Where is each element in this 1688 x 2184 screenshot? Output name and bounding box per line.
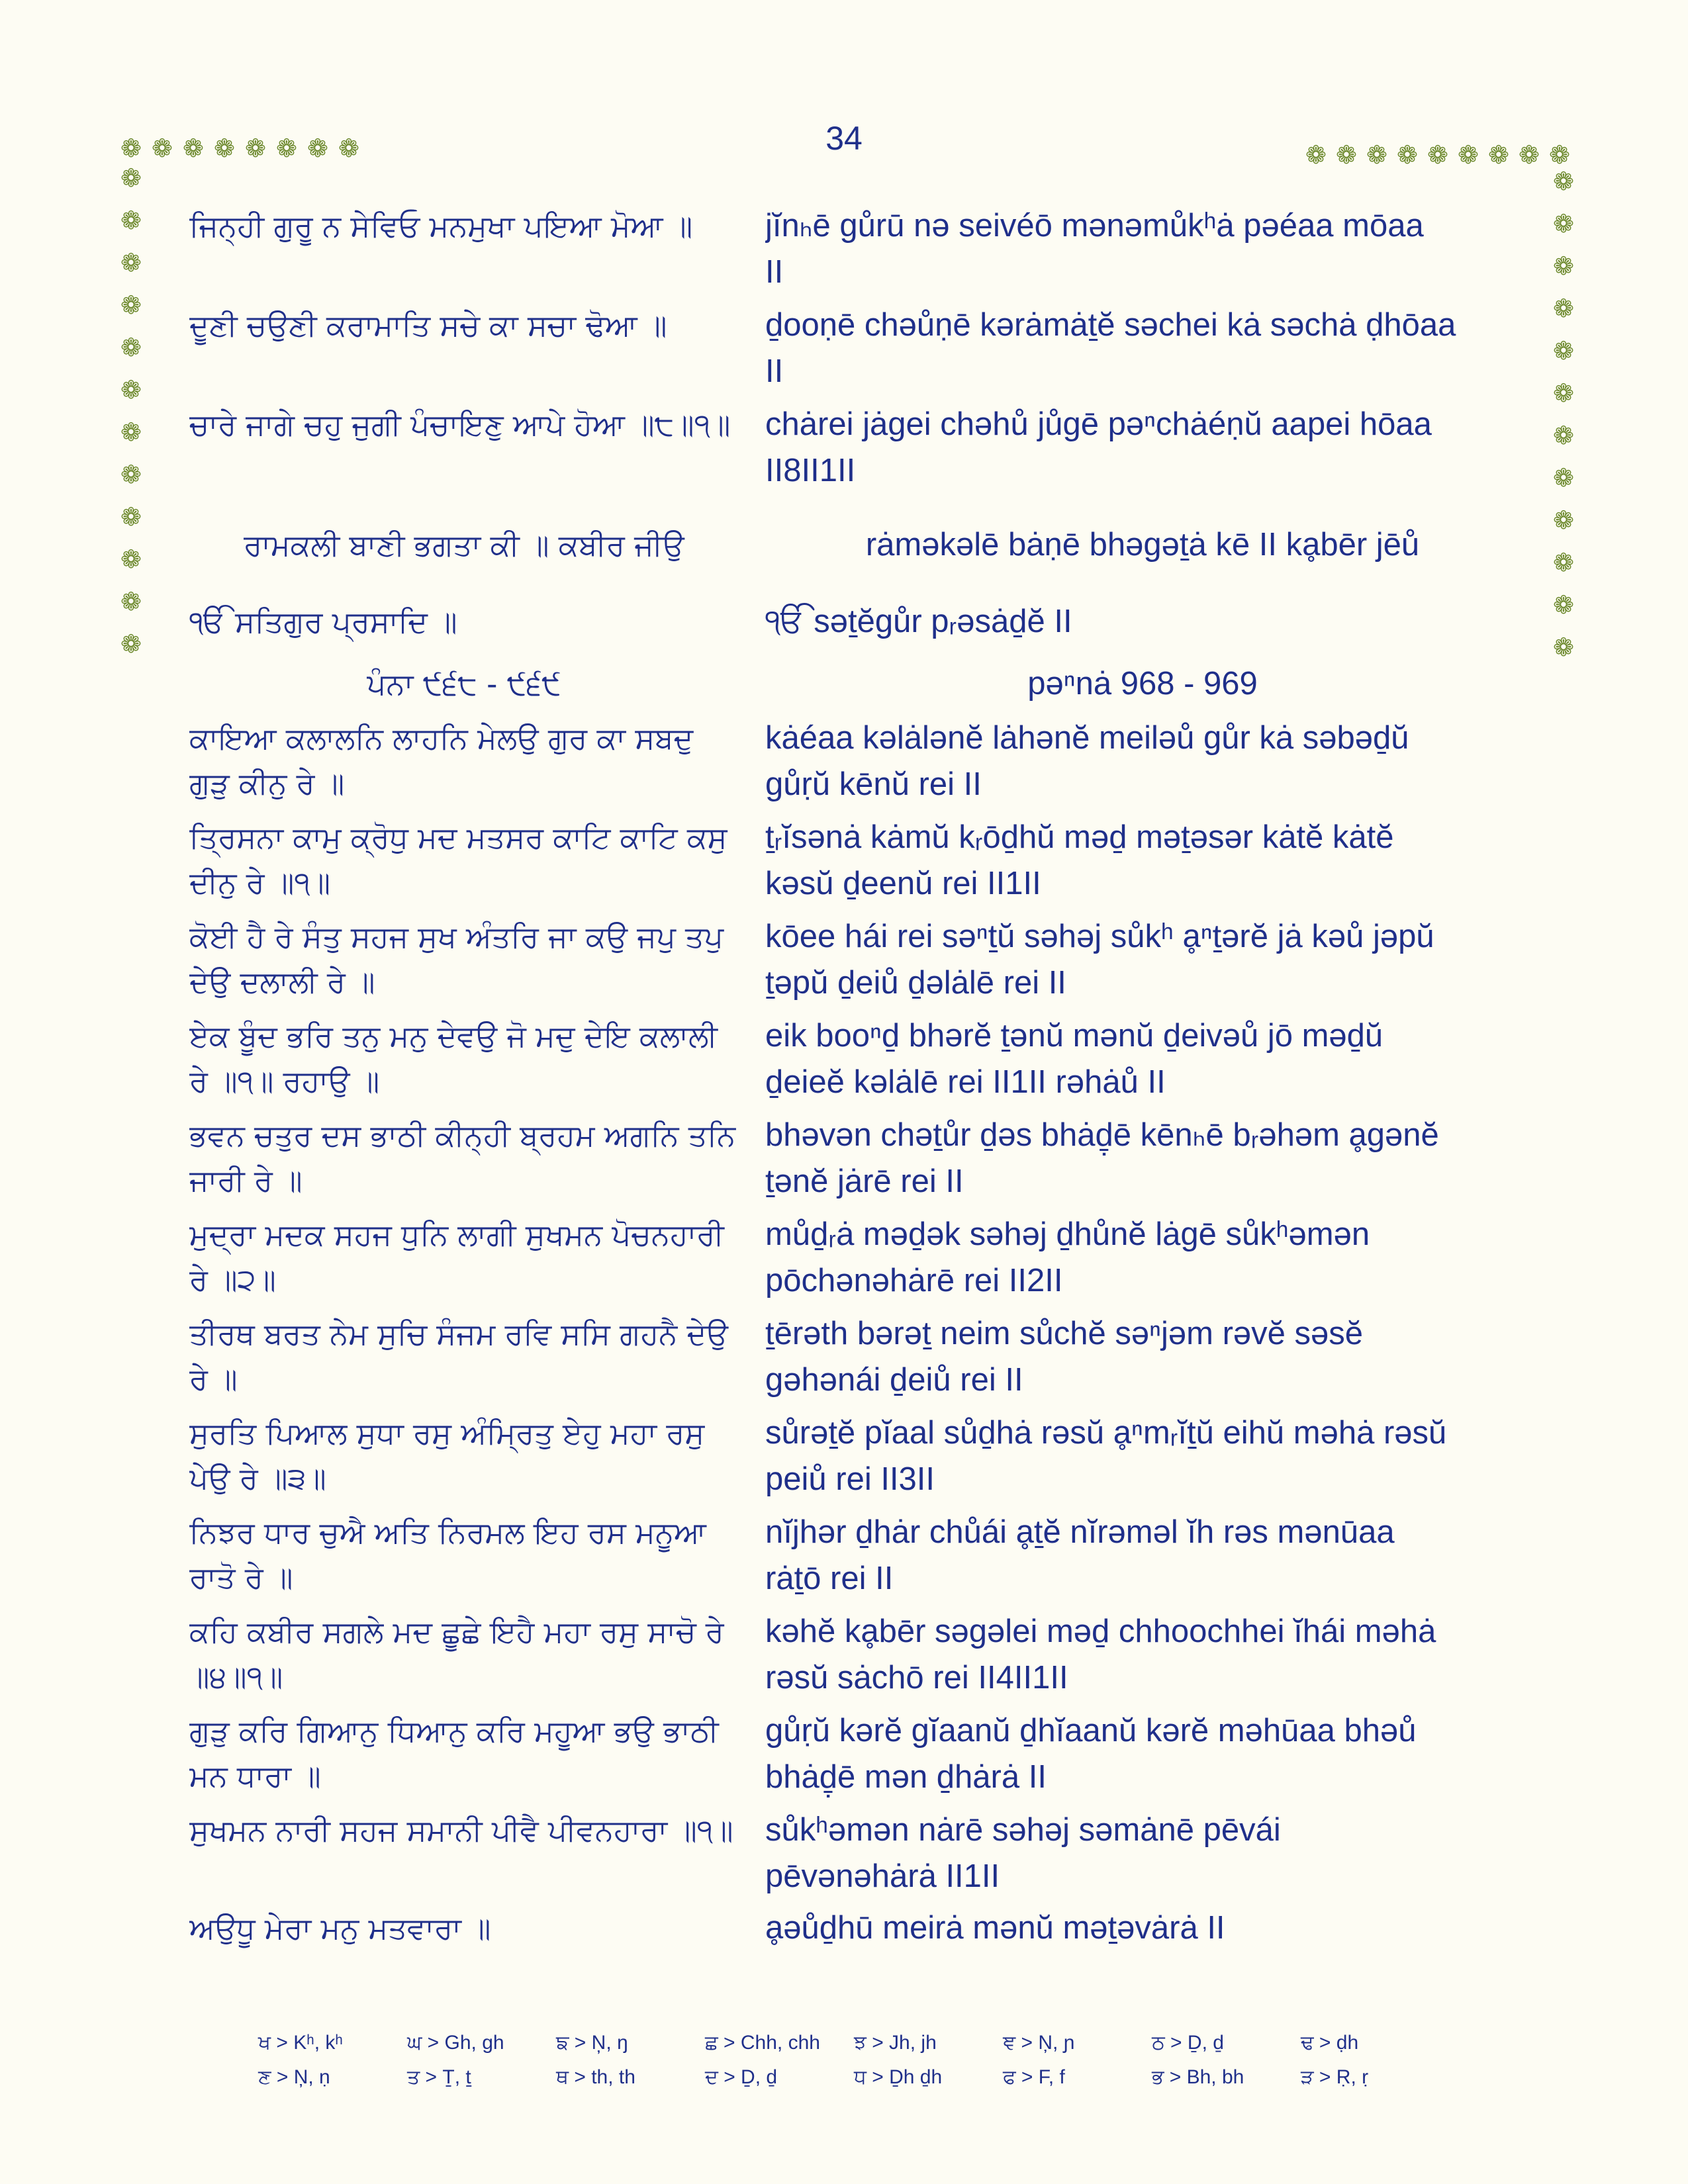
legend-entry: ਠ > Ḏ, ḏ	[1152, 2032, 1224, 2054]
transliteration-line: pəⁿnȧ 968 - 969	[1027, 666, 1258, 702]
gurmukhi-line: ਕਹਿ ਕਬੀਰ ਸਗਲੇ ਮਦ ਛੂਛੇ ਇਹੈ ਮਹਾ ਰਸੁ ਸਾਚੋ ਰੇ	[189, 1614, 724, 1649]
flower-ornament-icon: ❁	[1553, 463, 1574, 492]
legend-entry: ਤ > Ṯ, ṯ	[407, 2066, 471, 2088]
transliteration-line: gəhənái ḏeiů rei II	[765, 1362, 1023, 1398]
flower-ornament-icon: ❁	[1397, 140, 1418, 169]
gurmukhi-line: ਰੇ ॥	[189, 1361, 238, 1396]
legend-entry: ਖ > Kʰ, kʰ	[258, 2032, 343, 2054]
gurmukhi-line: ਤੀਰਥ ਬਰਤ ਨੇਮ ਸੁਚਿ ਸੰਜਮ ਰਵਿ ਸਸਿ ਗਹਨੈ ਦੇਉ	[189, 1316, 728, 1351]
transliteration-line: peiů rei II3II	[765, 1461, 935, 1497]
legend-entry: ਢ > ḍh	[1301, 2032, 1359, 2054]
transliteration-line: jĭnₕē gůrū nə seivéō mənəmůkʰȧ pəéaa mōaa	[765, 208, 1424, 244]
gurmukhi-line: ਦੇਉ ਦਲਾਲੀ ਰੇ ॥	[189, 964, 375, 999]
flower-ornament-icon: ❁	[120, 629, 142, 659]
page-number: 34	[825, 120, 863, 157]
flower-ornament-icon: ❁	[1553, 294, 1574, 323]
flower-ornament-icon: ❁	[120, 587, 142, 616]
flower-ornament-icon: ❁	[120, 502, 142, 531]
flower-ornament-icon: ❁	[1553, 336, 1574, 365]
transliteration-line: nĭjhər ḏhȧr chůái ḁṯĕ nĭrəməl ĭh rəs mənūaa	[765, 1514, 1395, 1550]
flower-ornament-icon: ❁	[120, 248, 142, 277]
gurmukhi-line: ਦੂਣੀ ਚਉਣੀ ਕਰਾਮਾਤਿ ਸਚੇ ਕਾ ਸਚਾ ਢੋਆ ॥	[189, 308, 667, 343]
flower-ornament-icon: ❁	[214, 134, 235, 163]
legend-entry: ਞ > Ņ, ɲ	[1003, 2032, 1075, 2054]
transliteration-line: ṯəpŭ ḏeiů ḏəlȧlē rei II	[765, 965, 1066, 1001]
legend-entry: ਝ > Jh, jh	[854, 2032, 937, 2054]
gurmukhi-line: ਪੰਨਾ ੯੬੮ - ੯੬੯	[367, 666, 561, 702]
gurmukhi-line: ਰਾਤੋ ਰੇ ॥	[189, 1560, 293, 1595]
gurmukhi-line: ਕਾਇਆ ਕਲਾਲਨਿ ਲਾਹਨਿ ਮੇਲਉ ਗੁਰ ਕਾ ਸਬਦੁ	[189, 721, 694, 756]
flower-ornament-icon: ❁	[1553, 590, 1574, 619]
legend-entry: ਣ > Ņ, ṇ	[258, 2066, 330, 2088]
transliteration-line: ṯᵣĭsənȧ kȧmŭ kᵣōḏhŭ məḏ məṯəsər kȧtĕ kȧtĕ	[765, 819, 1394, 855]
flower-ornament-icon: ❁	[276, 134, 297, 163]
transliteration-line: kəhĕ kḁbēr səgəlei məḏ chhoochhei ĭhái məhȧ	[765, 1614, 1436, 1649]
flower-ornament-icon: ❁	[338, 134, 359, 163]
flower-ornament-icon: ❁	[120, 163, 142, 193]
gurmukhi-line: ਅਉਧੂ ਮੇਰਾ ਮਨੁ ਮਤਵਾਰਾ ॥	[189, 1911, 491, 1946]
transliteration-legend	[258, 2032, 1450, 2101]
flower-ornament-icon: ❁	[1553, 548, 1574, 577]
gurmukhi-line: ੴ ਸਤਿਗੁਰ ਪ੍ਰਸਾਦਿ ॥	[189, 604, 457, 639]
gurmukhi-line: ਮਨ ਧਾਰਾ ॥	[189, 1758, 321, 1794]
flower-ornament-icon: ❁	[1519, 140, 1540, 169]
flower-ornament-icon: ❁	[120, 291, 142, 320]
transliteration-line: ੴ səṯĕgůr pᵣəsȧḏĕ II	[765, 604, 1072, 639]
transliteration-line: bhȧḏ̣ē mən ḏhȧrȧ II	[765, 1759, 1047, 1795]
gurmukhi-line: ਸੁਖਮਨ ਨਾਰੀ ਸਹਜ ਸਮਾਨੀ ਪੀਵੈ ਪੀਵਨਹਾਰਾ ॥੧॥	[189, 1813, 733, 1848]
gurmukhi-line: ਜਿਨ੍ਹੀ ਗੁਰੂ ਨ ਸੇਵਿਓ ਮਨਮੁਖਾ ਪਇਆ ਮੋਆ ॥	[189, 208, 693, 244]
legend-entry: ਭ > Bh, bh	[1152, 2066, 1244, 2088]
gurmukhi-line: ਗੁੜੁ ਕੀਨੁ ਰੇ ॥	[189, 766, 345, 801]
gurmukhi-line: ॥੪॥੧॥	[189, 1659, 283, 1694]
flower-ornament-icon: ❁	[152, 134, 173, 163]
gurmukhi-line: ਸੁਰਤਿ ਪਿਆਲ ਸੁਧਾ ਰਸੁ ਅੰਮ੍ਰਿਤੁ ਏਹੁ ਮਹਾ ਰਸੁ	[189, 1416, 705, 1451]
flower-ornament-icon: ❁	[1553, 421, 1574, 450]
gurmukhi-line: ਪੇਉ ਰੇ ॥੩॥	[189, 1461, 326, 1496]
transliteration-line: rȧməkəlē bȧṇē bhəgəṯȧ kē II kḁbēr jēů	[865, 527, 1420, 563]
transliteration-line: rəsŭ sȧchō rei II4II1II	[765, 1660, 1068, 1696]
flower-ornament-icon: ❁	[183, 134, 204, 163]
transliteration-line: chȧrei jȧgei chəhů jůgē pəⁿchȧéṇŭ aapei hōaa	[765, 406, 1432, 442]
transliteration-line: bhəvən chəṯůr ḏəs bhȧḏ̣ē kēnₕē bᵣəhəm ḁgənĕ	[765, 1117, 1439, 1153]
gurmukhi-line: ਰੇ ॥੧॥ ਰਹਾਉ ॥	[189, 1064, 380, 1099]
flower-ornament-icon: ❁	[120, 134, 142, 163]
transliteration-line: sůrəṯĕ pĭaal sůḏhȧ rəsŭ ḁⁿmᵣĭṯŭ eihŭ məhȧ rəsŭ	[765, 1415, 1447, 1451]
legend-entry: ਙ > N̦, ŋ	[556, 2032, 628, 2054]
flower-ornament-icon: ❁	[1553, 209, 1574, 238]
transliteration-line: ḁəůḏhū meirȧ mənŭ məṯəvȧrȧ II	[765, 1910, 1225, 1946]
transliteration-line: gůṛŭ kərĕ gĭaanŭ ḏhĭaanŭ kərĕ məhūaa bhəů	[765, 1713, 1417, 1749]
transliteration-line: kəsŭ ḏeenŭ rei II1II	[765, 866, 1041, 901]
gurmukhi-line: ਦੀਨੁ ਰੇ ॥੧॥	[189, 865, 331, 900]
flower-ornament-icon: ❁	[120, 545, 142, 574]
flower-ornament-icon: ❁	[120, 418, 142, 447]
flower-ornament-icon: ❁	[1305, 140, 1327, 169]
legend-entry: ਥ > th, th	[556, 2066, 635, 2088]
gurmukhi-line: ਭਵਨ ਚਤੁਰ ਦਸ ਭਾਠੀ ਕੀਨ੍ਹੀ ਬ੍ਰਹਮ ਅਗਨਿ ਤਨਿ	[189, 1118, 736, 1153]
legend-row	[258, 2032, 1450, 2066]
legend-entry: ਘ > Gh, gh	[407, 2032, 504, 2054]
flower-ornament-icon: ❁	[120, 206, 142, 235]
legend-entry: ਧ > Ḏh ḏh	[854, 2066, 943, 2088]
flower-ornament-icon: ❁	[1366, 140, 1387, 169]
flower-ornament-icon: ❁	[1488, 140, 1509, 169]
flower-ornament-icon: ❁	[307, 134, 328, 163]
flower-ornament-icon: ❁	[1427, 140, 1448, 169]
gurmukhi-line: ਰੇ ॥੨॥	[189, 1262, 276, 1297]
transliteration-line: ḏeieĕ kəlȧlē rei II1II rəhȧů II	[765, 1064, 1166, 1100]
flower-ornament-icon: ❁	[245, 134, 266, 163]
legend-entry: ੜ > Ṛ, ṛ	[1301, 2066, 1369, 2088]
gurmukhi-line: ਰਾਮਕਲੀ ਬਾਣੀ ਭਗਤਾ ਕੀ ॥ ਕਬੀਰ ਜੀਉ	[244, 527, 684, 563]
flower-ornament-icon: ❁	[1553, 633, 1574, 662]
flower-ornament-icon: ❁	[120, 460, 142, 489]
gurmukhi-line: ਮੁਦ੍ਰਾ ਮਦਕ ਸਹਜ ਧੁਨਿ ਲਾਗੀ ਸੁਖਮਨ ਪੋਚਨਹਾਰੀ	[189, 1217, 724, 1252]
transliteration-line: eik booⁿḏ bhərĕ ṯənŭ mənŭ ḏeivəů jō məḏŭ	[765, 1018, 1383, 1054]
flower-ornament-icon: ❁	[1549, 140, 1570, 169]
gurmukhi-line: ਤ੍ਰਿਸਨਾ ਕਾਮੁ ਕ੍ਰੋਧੁ ਮਦ ਮਤਸਰ ਕਾਟਿ ਕਾਟਿ ਕਸੁ	[189, 820, 727, 855]
flower-ornament-icon: ❁	[120, 333, 142, 362]
transliteration-line: pēvənəhȧrȧ II1II	[765, 1858, 1000, 1894]
flower-ornament-icon: ❁	[1553, 251, 1574, 281]
transliteration-line: rȧṯō rei II	[765, 1561, 894, 1596]
transliteration-line: II	[765, 353, 784, 389]
transliteration-line: sůkʰəmən nȧrē səhəj səmȧnē pēvái	[765, 1812, 1281, 1848]
transliteration-line: ḏooṇē chəůṇē kərȧmȧṯĕ səchei kȧ səchȧ ḍhōaa	[765, 307, 1456, 343]
gurmukhi-line: ਏਕ ਬੂੰਦ ਭਰਿ ਤਨੁ ਮਨੁ ਦੇਵਉ ਜੋ ਮਦੁ ਦੇਇ ਕਲਾਲੀ	[189, 1019, 718, 1054]
flower-ornament-icon: ❁	[1553, 379, 1574, 408]
transliteration-line: můḏᵣȧ məḏək səhəj ḏhůnĕ lȧgē sůkʰəmən	[765, 1216, 1370, 1252]
transliteration-line: kȧéaa kəlȧlənĕ lȧhənĕ meiləů gůr kȧ səbəḏŭ	[765, 720, 1409, 756]
gurmukhi-line: ਜਾਰੀ ਰੇ ॥	[189, 1163, 303, 1198]
gurmukhi-line: ਕੋਈ ਹੈ ਰੇ ਸੰਤੁ ਸਹਜ ਸੁਖ ਅੰਤਰਿ ਜਾ ਕਉ ਜਪੁ ਤਪੁ	[189, 919, 724, 954]
legend-entry: ਫ > F, f	[1003, 2066, 1065, 2088]
gurmukhi-line: ਨਿਝਰ ਧਾਰ ਚੁਐ ਅਤਿ ਨਿਰਮਲ ਇਹ ਰਸ ਮਨੂਆ	[189, 1515, 706, 1550]
transliteration-line: ṯənĕ jȧrē rei II	[765, 1163, 964, 1199]
gurmukhi-line: ਚਾਰੇ ਜਾਗੇ ਚਹੁ ਜੁਗੀ ਪੰਚਾਇਣੁ ਆਪੇ ਹੋਆ ॥੮॥੧॥	[189, 407, 731, 442]
legend-entry: ਦ > Ḏ, ḏ	[705, 2066, 778, 2088]
transliteration-line: ṯērəth bərəṯ neim sůchĕ səⁿjəm rəvĕ səsĕ	[765, 1316, 1364, 1351]
transliteration-line: kōee hái rei səⁿṯŭ səhəj sůkʰ ḁⁿṯərĕ jȧ kəů jəpŭ	[765, 919, 1434, 954]
flower-ornament-icon: ❁	[1553, 506, 1574, 535]
flower-ornament-icon: ❁	[1336, 140, 1357, 169]
flower-ornament-icon: ❁	[1458, 140, 1479, 169]
flower-ornament-icon: ❁	[120, 375, 142, 404]
legend-entry: ਛ > Chh, chh	[705, 2032, 820, 2054]
gurmukhi-line: ਗੁੜੁ ਕਰਿ ਗਿਆਨੁ ਧਿਆਨੁ ਕਰਿ ਮਹੂਆ ਭਉ ਭਾਠੀ	[189, 1713, 719, 1749]
transliteration-line: II	[765, 254, 784, 290]
legend-row	[258, 2066, 1450, 2101]
flower-ornament-icon: ❁	[1553, 167, 1574, 196]
transliteration-line: II8II1II	[765, 453, 856, 488]
transliteration-line: pōchənəhȧrē rei II2II	[765, 1263, 1063, 1298]
transliteration-line: gůṛŭ kēnŭ rei II	[765, 766, 982, 802]
